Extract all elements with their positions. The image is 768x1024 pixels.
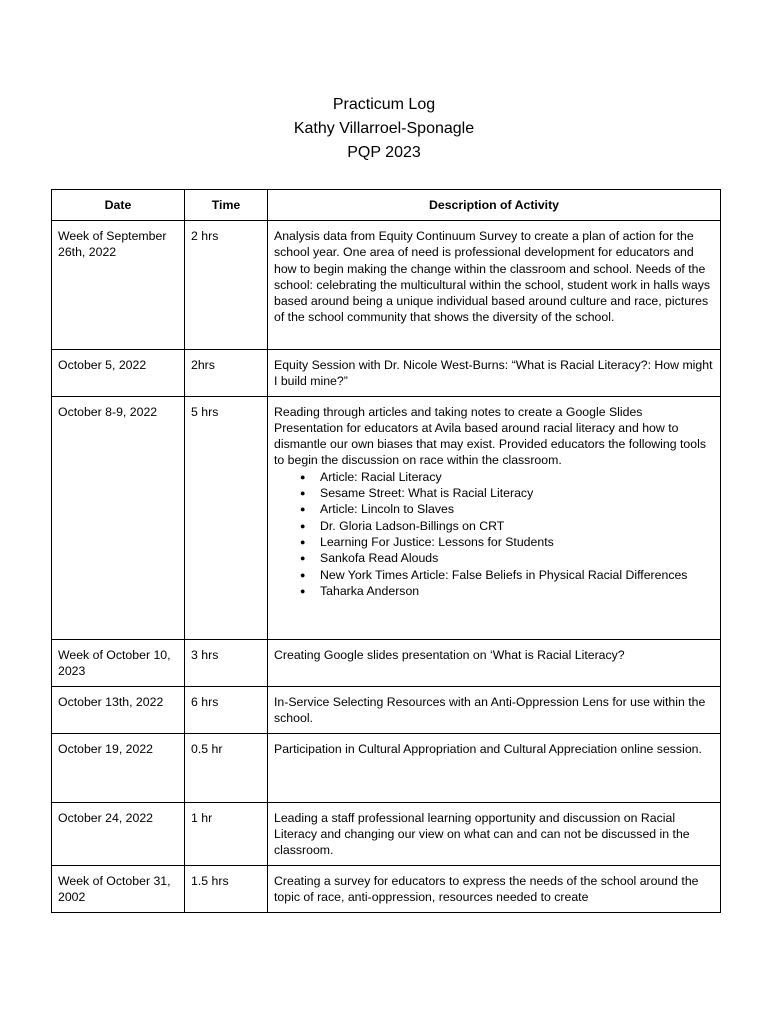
cell-date: October 19, 2022 <box>52 733 185 802</box>
description-text: Reading through articles and taking notes to create a Google Slides Presentation for educators at Avila based around racial literacy and how to dismantle our own biases that may exist. Provided educators the following tools to begin the discussion on race within the classroom. <box>274 404 706 468</box>
cell-description: In-Service Selecting Resources with an Anti-Oppression Lens for use within the school. <box>268 686 721 733</box>
list-item: ● New York Times Article: False Beliefs in Physical Racial Differences <box>320 567 714 583</box>
cell-date: Week of October 10, 2023 <box>52 639 185 686</box>
author-name: Kathy Villarroel-Sponagle <box>293 120 475 137</box>
table-row <box>52 686 721 733</box>
table-row <box>52 865 721 912</box>
cell-date: Week of October 31, 2002 <box>52 865 185 912</box>
cell-description: Creating Google slides presentation on ‘What is Racial Literacy? <box>268 639 721 686</box>
column-header-date: Date <box>52 190 185 221</box>
list-item: ● Dr. Gloria Ladson-Billings on CRT <box>320 518 714 534</box>
table-row <box>52 802 721 865</box>
cell-date: October 5, 2022 <box>52 350 185 397</box>
cell-description: Equity Session with Dr. Nicole West-Burns: “What is Racial Literacy?: How might I build mine?” <box>268 350 721 397</box>
cell-time: 1 hr <box>185 802 268 865</box>
practicum-log-table <box>51 189 721 913</box>
cell-description: Leading a staff professional learning opportunity and discussion on Racial Literacy and changing our view on what can and can not be discussed in the classroom. <box>268 802 721 865</box>
list-item: ● Article: Racial Literacy <box>320 469 714 485</box>
table-row <box>52 221 721 350</box>
table-row <box>52 350 721 397</box>
cell-description: Analysis data from Equity Continuum Survey to create a plan of action for the school year. One area of need is professional development for educators and how to begin making the change within the classroom and school. Needs of the school: celebrating the multicultural within the school, student work in halls ways based around being a unique individual based around culture and race, pictures of the school community that shows the diversity of the school. <box>268 221 721 350</box>
list-item: ● Learning For Justice: Lessons for Students <box>320 534 714 550</box>
cell-time: 3 hrs <box>185 639 268 686</box>
document-header <box>0 93 768 165</box>
list-item: ● Sankofa Read Alouds <box>320 550 714 566</box>
cell-time: 2 hrs <box>185 221 268 350</box>
cell-date: October 8-9, 2022 <box>52 396 185 639</box>
cell-date: October 24, 2022 <box>52 802 185 865</box>
table-row <box>52 639 721 686</box>
cell-description <box>268 396 721 639</box>
table-row <box>52 733 721 802</box>
cell-date: October 13th, 2022 <box>52 686 185 733</box>
list-item: ● Taharka Anderson <box>320 583 714 599</box>
cell-description: Participation in Cultural Appropriation and Cultural Appreciation online session. <box>268 733 721 802</box>
document-title: Practicum Log <box>332 96 436 113</box>
resource-list <box>274 469 714 599</box>
column-header-description: Description of Activity <box>268 190 721 221</box>
program-name: PQP 2023 <box>347 144 421 161</box>
list-item: ● Sesame Street: What is Racial Literacy <box>320 485 714 501</box>
cell-date: Week of September 26th, 2022 <box>52 221 185 350</box>
list-item: ● Article: Lincoln to Slaves <box>320 501 714 517</box>
cell-time: 5 hrs <box>185 396 268 639</box>
table-header-row <box>52 190 721 221</box>
column-header-time: Time <box>185 190 268 221</box>
cell-time: 0.5 hr <box>185 733 268 802</box>
cell-time: 2hrs <box>185 350 268 397</box>
table-row <box>52 396 721 639</box>
cell-time: 1.5 hrs <box>185 865 268 912</box>
cell-time: 6 hrs <box>185 686 268 733</box>
cell-description: Creating a survey for educators to express the needs of the school around the topic of race, anti-oppression, resources needed to create <box>268 865 721 912</box>
